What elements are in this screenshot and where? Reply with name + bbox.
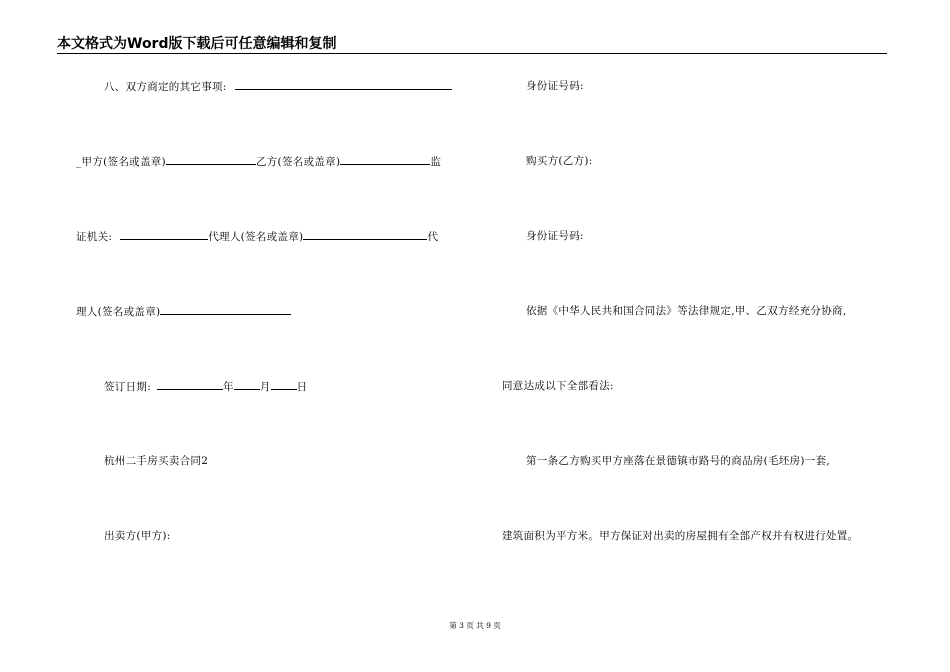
party-b-signature-blank bbox=[340, 154, 430, 165]
article1-line2: 建筑面积为平方米。甲方保证对出卖的房屋拥有全部产权并有权进行处置。 bbox=[502, 530, 859, 542]
year-blank bbox=[157, 379, 223, 390]
agent-signature-label: 代理人(签名或盖章) bbox=[208, 231, 304, 243]
date-row bbox=[104, 379, 307, 394]
agency-blank bbox=[120, 229, 208, 240]
agent2-signature-label: 理人(签名或盖章) bbox=[76, 306, 161, 318]
item8-label: 八、双方商定的其它事项: bbox=[104, 81, 227, 93]
header-divider bbox=[57, 53, 887, 54]
party-a-signature-blank bbox=[166, 154, 256, 165]
page-footer bbox=[0, 621, 950, 631]
year-label: 年 bbox=[223, 381, 234, 393]
party-a-signature-label: _甲方(签名或盖章) bbox=[76, 156, 166, 168]
sign-date-label: 签订日期: bbox=[104, 381, 152, 393]
month-label: 月 bbox=[259, 381, 271, 393]
buyer-id-number-label: 身份证号码: bbox=[526, 230, 584, 242]
buyer-label: 购买方(乙方): bbox=[526, 155, 593, 167]
agency-label: 证机关: bbox=[76, 231, 113, 243]
footer-middle: 页 共 bbox=[466, 621, 484, 630]
agent2-signature-blank bbox=[160, 304, 291, 315]
agency-row bbox=[76, 229, 438, 244]
total-pages-number: 9 bbox=[486, 621, 491, 630]
seller-label: 出卖方(甲方): bbox=[104, 530, 171, 542]
page-header-title: 本文格式为Word版下载后可任意编辑和复制 bbox=[57, 36, 337, 52]
day-blank bbox=[271, 379, 297, 390]
signature-row bbox=[76, 154, 441, 169]
agreement-paragraph: 同意达成以下全部看法: bbox=[502, 380, 614, 392]
footer-prefix: 第 bbox=[449, 621, 457, 630]
item8-row bbox=[104, 79, 452, 94]
agent-signature-blank bbox=[303, 229, 427, 240]
agent-row bbox=[76, 304, 291, 319]
supervisor-label-part: 监 bbox=[430, 156, 442, 168]
agent2-label-part: 代 bbox=[427, 231, 439, 243]
current-page-number: 3 bbox=[459, 621, 464, 630]
footer-suffix: 页 bbox=[493, 621, 501, 630]
month-blank bbox=[234, 379, 260, 390]
article1-line1: 第一条乙方购买甲方座落在景德镇市路号的商品房(毛坯房)一套, bbox=[526, 455, 831, 467]
item8-blank bbox=[235, 79, 452, 90]
law-basis-paragraph: 依据《中华人民共和国合同法》等法律规定,甲、乙双方经充分协商, bbox=[526, 305, 847, 317]
seller-id-number-label: 身份证号码: bbox=[526, 80, 584, 92]
day-label: 日 bbox=[296, 381, 308, 393]
contract-title: 杭州二手房买卖合同2 bbox=[104, 455, 209, 467]
party-b-signature-label: 乙方(签名或盖章) bbox=[255, 156, 341, 168]
